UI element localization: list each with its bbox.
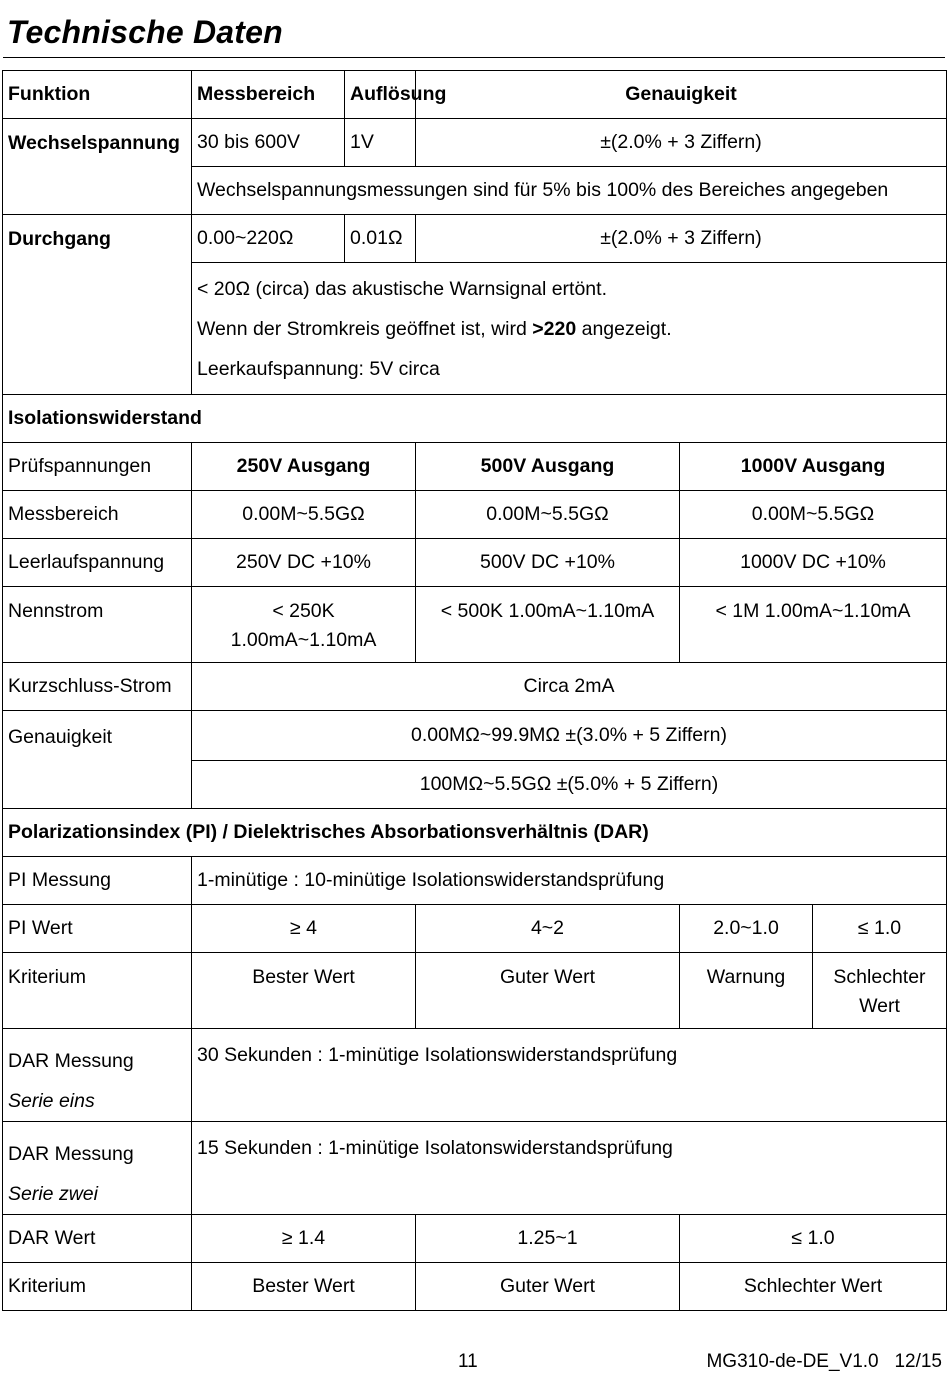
pi-heading: Polarizationsindex (PI) / Dielektrisches Absorbationsverhältnis (DAR) bbox=[3, 809, 947, 857]
dar-wert-1: ≥ 1.4 bbox=[192, 1215, 416, 1263]
durchgang-label: Durchgang bbox=[3, 215, 192, 395]
dar-messung-1-label-cell bbox=[3, 1029, 192, 1122]
kurzschluss-row bbox=[3, 663, 947, 711]
durchgang-resolution: 0.01Ω bbox=[345, 215, 416, 263]
durchgang-note-open bbox=[197, 309, 941, 349]
header-row bbox=[3, 71, 947, 119]
leerlauf-500v: 500V DC +10% bbox=[416, 539, 680, 587]
wechselspannung-note: Wechselspannungsmessungen sind für 5% bis 100% des Bereiches angegeben bbox=[192, 167, 947, 215]
nennstrom-row bbox=[3, 587, 947, 663]
nennstrom-250v-line2: 1.00mA~1.10mA bbox=[230, 629, 377, 651]
pi-wert-2: 4~2 bbox=[416, 905, 680, 953]
messbereich-500v: 0.00M~5.5GΩ bbox=[416, 491, 680, 539]
messbereich-1000v: 0.00M~5.5GΩ bbox=[680, 491, 947, 539]
wechselspannung-accuracy: ±(2.0% + 3 Ziffern) bbox=[416, 119, 947, 167]
durchgang-row bbox=[3, 215, 947, 263]
isolation-heading-row bbox=[3, 395, 947, 443]
dar-wert-2: 1.25~1 bbox=[416, 1215, 680, 1263]
header-messbereich: Messbereich bbox=[192, 71, 345, 119]
durchgang-accuracy: ±(2.0% + 3 Ziffern) bbox=[416, 215, 947, 263]
isolation-genauigkeit-row bbox=[3, 711, 947, 761]
nennstrom-500v: < 500K 1.00mA~1.10mA bbox=[416, 587, 680, 663]
dar-messung-2-sub: Serie zwei bbox=[8, 1183, 98, 1205]
kurzschluss-value: Circa 2mA bbox=[192, 663, 947, 711]
pi-wert-4: ≤ 1.0 bbox=[813, 905, 947, 953]
dar-wert-label: DAR Wert bbox=[3, 1215, 192, 1263]
durchgang-note-open-value: >220 bbox=[532, 318, 577, 340]
nennstrom-250v-line1: < 250K bbox=[272, 600, 335, 622]
pi-wert-row bbox=[3, 905, 947, 953]
pi-kriterium-label: Kriterium bbox=[3, 953, 192, 1029]
pi-messung-row bbox=[3, 857, 947, 905]
page-title: Technische Daten bbox=[7, 14, 283, 50]
messbereich-250v: 0.00M~5.5GΩ bbox=[192, 491, 416, 539]
dar-messung-2-label-cell bbox=[3, 1122, 192, 1215]
dar-kriterium-row bbox=[3, 1263, 947, 1311]
dar-messung-1-value: 30 Sekunden : 1-minütige Isolationswiderstandsprüfung bbox=[192, 1029, 947, 1122]
header-aufloesung: Auflösung bbox=[345, 71, 416, 119]
dar-messung-1-label: DAR Messung bbox=[8, 1050, 134, 1072]
wechselspannung-resolution: 1V bbox=[345, 119, 416, 167]
leerlaufspannung-row bbox=[3, 539, 947, 587]
dar-wert-row bbox=[3, 1215, 947, 1263]
wechselspannung-range: 30 bis 600V bbox=[192, 119, 345, 167]
page-number: 11 bbox=[458, 1351, 478, 1372]
nennstrom-label: Nennstrom bbox=[3, 587, 192, 663]
pi-kriterium-4-line2: Wert bbox=[859, 995, 900, 1017]
leerlaufspannung-label: Leerlaufspannung bbox=[3, 539, 192, 587]
durchgang-note-warn: < 20Ω (circa) das akustische Warnsignal ertönt. bbox=[197, 278, 607, 300]
durchgang-note-open-post: angezeigt. bbox=[576, 318, 672, 340]
dar-kriterium-label: Kriterium bbox=[3, 1263, 192, 1311]
dar-messung-2-label: DAR Messung bbox=[8, 1143, 134, 1165]
header-funktion: Funktion bbox=[3, 71, 192, 119]
durchgang-notes bbox=[192, 263, 947, 395]
isolation-heading: Isolationswiderstand bbox=[3, 395, 947, 443]
isolation-messbereich-row bbox=[3, 491, 947, 539]
pi-kriterium-3: Warnung bbox=[680, 953, 813, 1029]
pi-kriterium-2: Guter Wert bbox=[416, 953, 680, 1029]
durchgang-range: 0.00~220Ω bbox=[192, 215, 345, 263]
pi-heading-row bbox=[3, 809, 947, 857]
dar-kriterium-1: Bester Wert bbox=[192, 1263, 416, 1311]
durchgang-note-open-pre: Wenn der Stromkreis geöffnet ist, wird bbox=[197, 318, 533, 340]
pi-messung-value: 1-minütige : 10-minütige Isolationswiderstandsprüfung bbox=[192, 857, 947, 905]
nennstrom-1000v: < 1M 1.00mA~1.10mA bbox=[680, 587, 947, 663]
dar-messung-1-sub: Serie eins bbox=[8, 1090, 95, 1112]
pi-messung-label: PI Messung bbox=[3, 857, 192, 905]
spec-table bbox=[2, 70, 947, 1311]
isolation-genauigkeit-label: Genauigkeit bbox=[3, 711, 192, 809]
header-genauigkeit: Genauigkeit bbox=[416, 71, 947, 119]
kurzschluss-label: Kurzschluss-Strom bbox=[3, 663, 192, 711]
dar-messung-1-row bbox=[3, 1029, 947, 1122]
dar-messung-2-value: 15 Sekunden : 1-minütige Isolatonswiderstandsprüfung bbox=[192, 1122, 947, 1215]
leerlauf-250v: 250V DC +10% bbox=[192, 539, 416, 587]
dar-wert-3: ≤ 1.0 bbox=[680, 1215, 947, 1263]
document-id: MG310-de-DE_V1.0 12/15 bbox=[706, 1351, 942, 1372]
wechselspannung-label: Wechselspannung bbox=[3, 119, 192, 215]
isolation-genauigkeit-2: 100MΩ~5.5GΩ ±(5.0% + 5 Ziffern) bbox=[192, 761, 947, 809]
nennstrom-250v bbox=[192, 587, 416, 663]
pruefspannungen-label: Prüfspannungen bbox=[3, 443, 192, 491]
pi-wert-label: PI Wert bbox=[3, 905, 192, 953]
leerlauf-1000v: 1000V DC +10% bbox=[680, 539, 947, 587]
isolation-messbereich-label: Messbereich bbox=[3, 491, 192, 539]
pi-kriterium-row bbox=[3, 953, 947, 1029]
isolation-genauigkeit-1: 0.00MΩ~99.9MΩ ±(3.0% + 5 Ziffern) bbox=[192, 711, 947, 761]
pi-kriterium-4-line1: Schlechter bbox=[833, 966, 926, 988]
pi-kriterium-4 bbox=[813, 953, 947, 1029]
pi-wert-3: 2.0~1.0 bbox=[680, 905, 813, 953]
pi-wert-1: ≥ 4 bbox=[192, 905, 416, 953]
wechselspannung-row bbox=[3, 119, 947, 167]
durchgang-note-voltage: Leerkaufspannung: 5V circa bbox=[197, 358, 440, 380]
pruefspannungen-row bbox=[3, 443, 947, 491]
pi-kriterium-1: Bester Wert bbox=[192, 953, 416, 1029]
output-1000v: 1000V Ausgang bbox=[680, 443, 947, 491]
dar-kriterium-3: Schlechter Wert bbox=[680, 1263, 947, 1311]
output-250v: 250V Ausgang bbox=[192, 443, 416, 491]
title-rule bbox=[3, 57, 945, 58]
dar-messung-2-row bbox=[3, 1122, 947, 1215]
output-500v: 500V Ausgang bbox=[416, 443, 680, 491]
dar-kriterium-2: Guter Wert bbox=[416, 1263, 680, 1311]
